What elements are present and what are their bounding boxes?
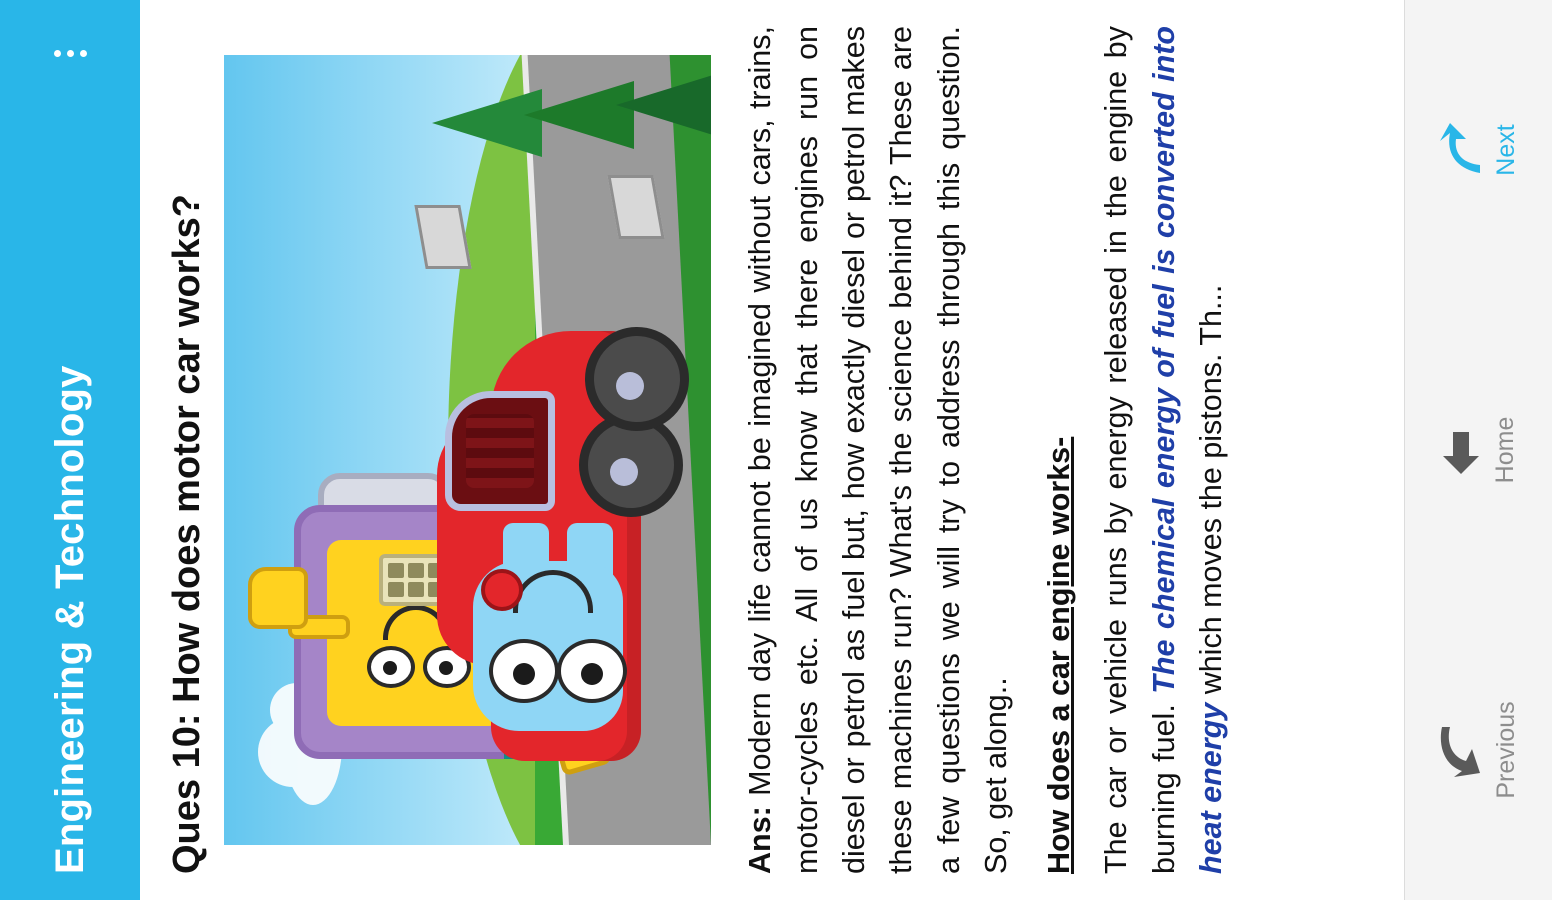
car-eye — [557, 639, 627, 703]
bottom-navigation-bar — [1404, 0, 1552, 900]
tree-icon — [616, 71, 711, 139]
illustration-cartoon-car-and-fuel-pump — [224, 55, 711, 845]
next-label: Next — [1492, 124, 1520, 176]
app-bar — [0, 0, 140, 900]
overflow-dot — [54, 51, 61, 58]
page-title: Ques 10: How does motor car works? — [166, 194, 208, 874]
previous-label: Previous — [1492, 701, 1520, 799]
answer-label: Ans: — [742, 806, 777, 874]
arrow-forward-curved-icon — [1436, 121, 1486, 179]
home-button[interactable] — [1405, 302, 1552, 599]
pump-waving-hand — [248, 567, 308, 629]
arrow-back-curved-icon — [1436, 721, 1486, 779]
home-arrow-icon — [1437, 422, 1485, 478]
car-eye — [489, 639, 559, 703]
home-label: Home — [1491, 416, 1519, 484]
app-bar-title: Engineering & Technology — [47, 365, 92, 874]
answer-body: Modern day life cannot be imagined without cars, trains, motor-cycles etc. All of us know that there engines run on diesel or petrol as fuel but, how exactly diesel or petrol makes these machines run? What's the science behind it? These are a few questions we will try to address through this question. So, get along.. — [742, 26, 1014, 874]
red-car-character — [425, 331, 675, 761]
car-nose — [481, 569, 523, 611]
previous-button[interactable] — [1405, 602, 1552, 899]
paragraph-text-highlight: The chemical energy of fuel is converted into heat energy — [1146, 26, 1228, 874]
section-subheading: How does a car engine works- — [1042, 436, 1077, 874]
car-windshield — [445, 391, 555, 511]
answer-paragraph — [737, 26, 1021, 874]
overflow-menu-icon[interactable] — [48, 32, 92, 76]
pump-eye — [367, 646, 415, 688]
scroll-fade-hint — [1376, 26, 1402, 874]
engine-explanation-paragraph — [1093, 26, 1235, 874]
overflow-dot — [67, 51, 74, 58]
content-scroll-area[interactable] — [140, 0, 1552, 900]
car-smile — [513, 570, 593, 613]
paragraph-text-plain-continued: which moves the pistons. Th... — [1193, 284, 1228, 703]
next-button[interactable] — [1405, 2, 1552, 299]
paragraph-text-plain: The car or vehicle runs by energy released in the engine by burning fuel. — [1099, 26, 1181, 874]
car-wheel — [585, 327, 689, 431]
overflow-dot — [80, 51, 87, 58]
